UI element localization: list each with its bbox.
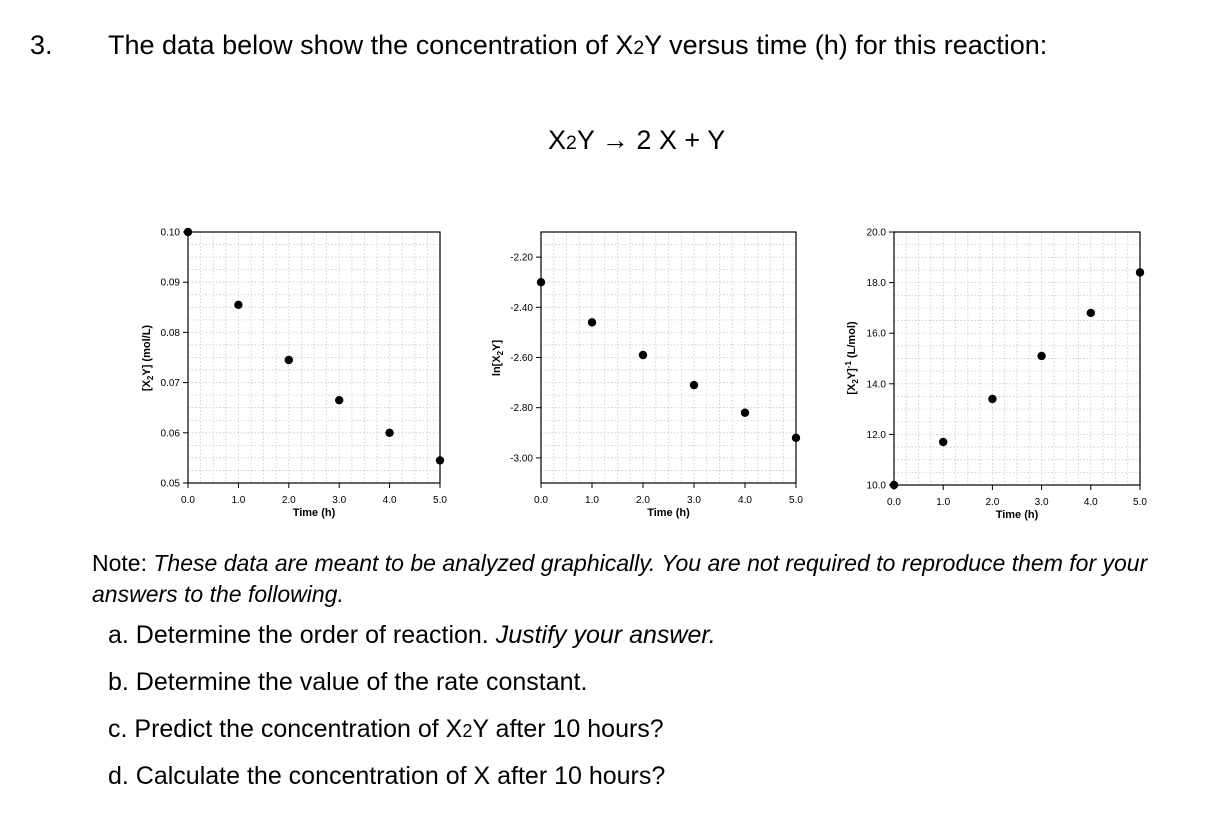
reaction-equation: X2Y → 2 X + Y [548, 125, 726, 155]
y-tick-label: 0.07 [160, 378, 180, 390]
question-d: d. Calculate the concentration of X after 10 hours? [108, 762, 666, 790]
x-axis-label: Time (h) [292, 507, 336, 519]
y-tick-label: 0.08 [160, 327, 180, 339]
y-tick-label: 10.0 [866, 480, 886, 492]
question-c: c. Predict the concentration of X2Y after 10 hours? [108, 715, 664, 743]
question-intro: The data below show the concentration of X2Y versus time (h) for this reaction: [108, 30, 1048, 60]
x-tick-label: 2.0 [636, 495, 650, 506]
x-tick-label: 1.0 [936, 497, 951, 508]
y-tick-label: -2.60 [510, 353, 533, 364]
question-number: 3. [30, 30, 53, 60]
y-tick-label: -2.80 [510, 403, 533, 415]
x-tick-label: 5.0 [433, 495, 447, 506]
question-a: a. Determine the order of reaction. Justify your answer. [108, 621, 716, 649]
y-tick-label: 0.10 [160, 227, 180, 239]
y-tick-label: 12.0 [866, 429, 886, 441]
data-point [890, 481, 898, 489]
x-tick-label: 3.0 [332, 495, 347, 506]
x-tick-label: 2.0 [985, 497, 1000, 508]
data-point [1037, 352, 1045, 360]
question-list [108, 620, 716, 808]
y-tick-label: -3.00 [510, 453, 533, 465]
x-tick-label: 1.0 [585, 495, 599, 506]
y-tick-label: 0.06 [160, 428, 180, 440]
question-b: b. Determine the value of the rate constant. [108, 668, 588, 696]
x-axis-label: Time (h) [647, 507, 690, 519]
x-tick-label: 3.0 [1034, 497, 1049, 508]
x-tick-label: 5.0 [789, 495, 803, 506]
x-tick-label: 4.0 [738, 495, 752, 506]
x-tick-label: 4.0 [382, 495, 397, 506]
y-axis-label: $[X_2Y]$ (mol/L) [141, 324, 155, 392]
x-tick-label: 4.0 [1083, 497, 1098, 508]
y-tick-label: 14.0 [866, 379, 886, 391]
x-tick-label: 0.0 [887, 497, 901, 508]
y-tick-label: 0.05 [160, 478, 180, 490]
y-tick-label: 0.09 [160, 277, 180, 289]
data-point [1136, 268, 1144, 276]
y-axis-label: $[X_2Y]^{-1}$ (L/mol) [844, 321, 860, 395]
x-tick-label: 5.0 [1133, 497, 1147, 508]
data-point [1087, 309, 1095, 317]
x-tick-label: 0.0 [534, 495, 548, 506]
y-axis-label: $\ln[X_2Y]$ [491, 339, 505, 377]
y-tick-label: -2.40 [510, 302, 533, 314]
x-tick-label: 2.0 [281, 495, 296, 506]
data-point [988, 395, 996, 403]
x-tick-label: 3.0 [687, 495, 701, 506]
note: Note: These data are meant to be analyzed graphically. You are not required to reproduce them for your answers to the following. [92, 550, 1148, 607]
y-tick-label: -2.20 [510, 252, 533, 264]
x-tick-label: 1.0 [231, 495, 246, 506]
data-point [939, 438, 947, 446]
y-tick-label: 18.0 [866, 278, 886, 290]
x-axis-label: Time (h) [995, 509, 1039, 521]
x-tick-label: 0.0 [181, 495, 195, 506]
y-tick-label: 16.0 [866, 328, 886, 340]
y-tick-label: 20.0 [866, 227, 886, 239]
